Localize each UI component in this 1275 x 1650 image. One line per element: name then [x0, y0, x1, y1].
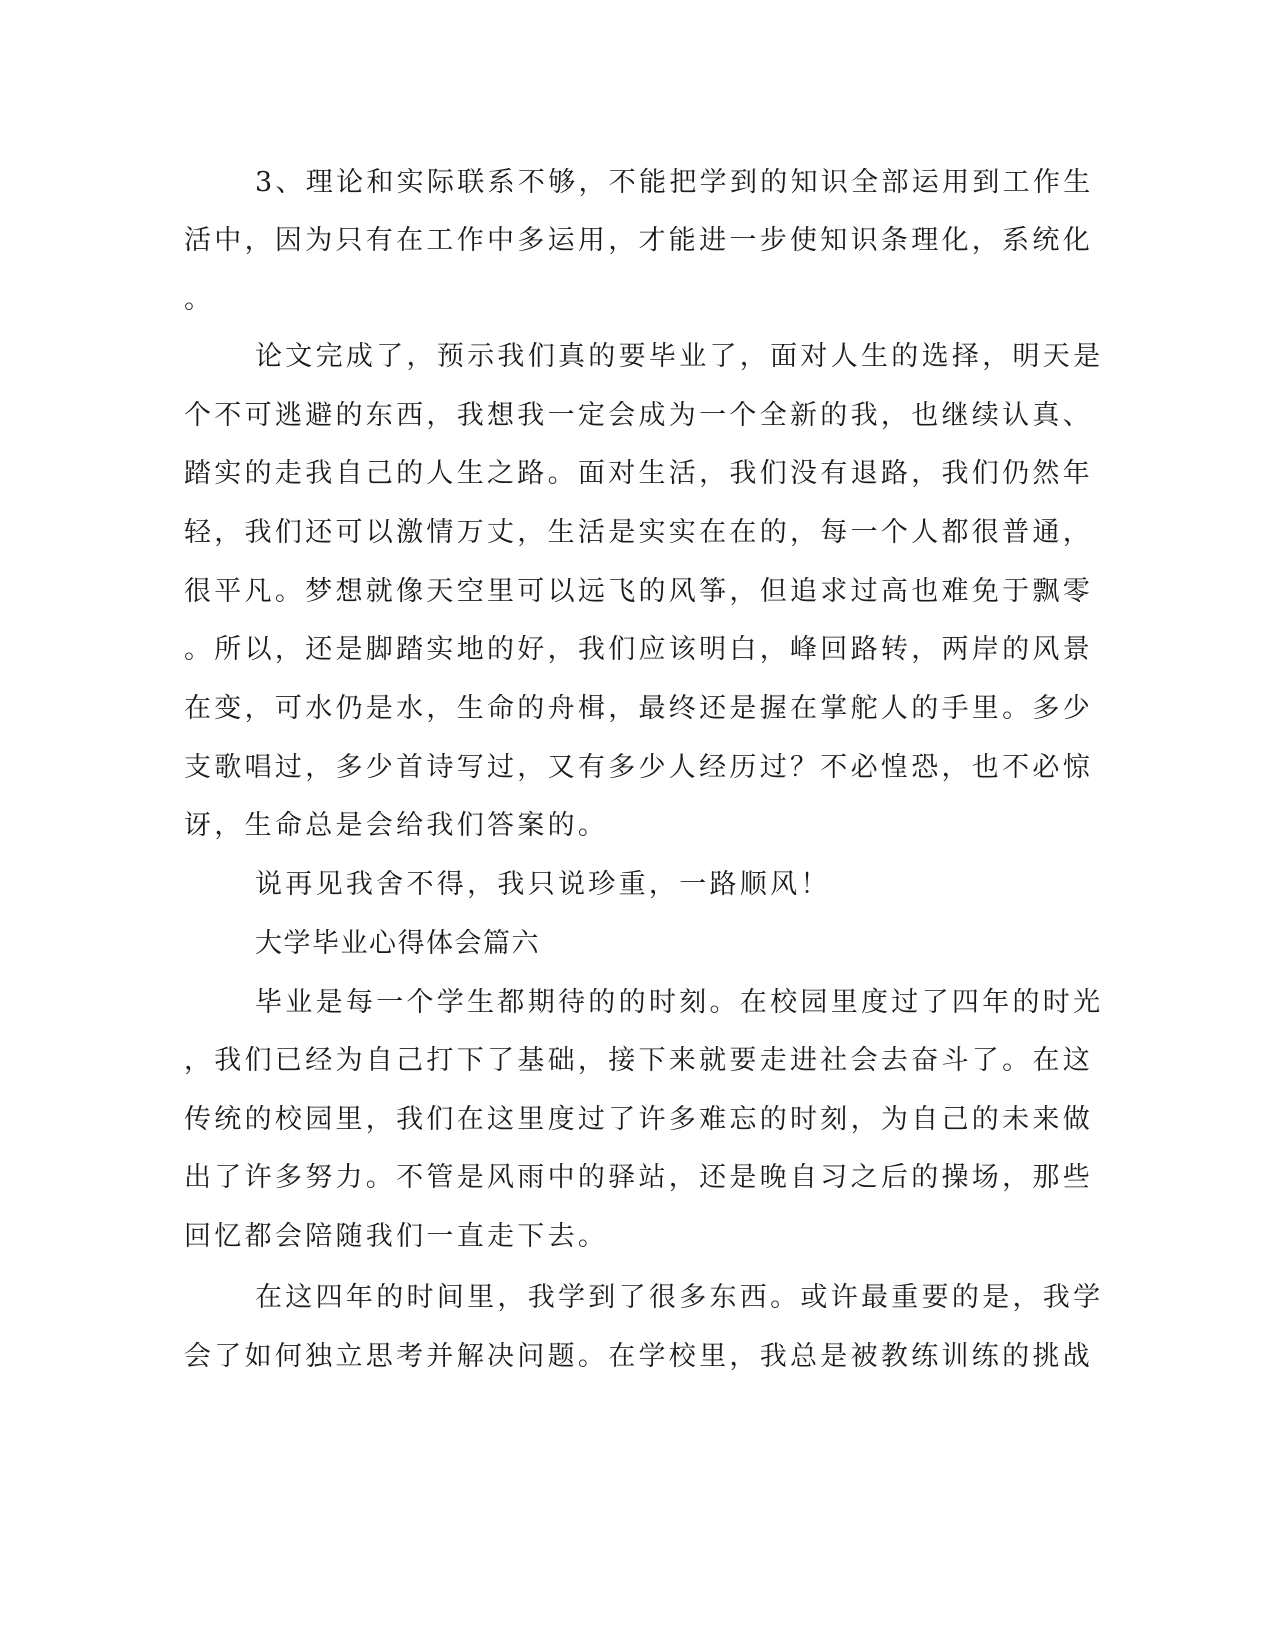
text-line: 支歌唱过，多少首诗写过，又有多少人经历过？不必惶恐，也不必惊: [184, 752, 1093, 783]
text-line: 毕业是每一个学生都期待的的时刻。在校园里度过了四年的时光: [255, 987, 1104, 1018]
text-line: 传统的校园里，我们在这里度过了许多难忘的时刻，为自己的未来做: [184, 1104, 1093, 1135]
text-line: 轻，我们还可以激情万丈，生活是实实在在的，每一个人都很普通，: [184, 517, 1093, 548]
text-line: 活中，因为只有在工作中多运用，才能进一步使知识条理化，系统化: [184, 225, 1093, 256]
section-heading: 大学毕业心得体会篇六: [255, 928, 540, 959]
text-line: 会了如何独立思考并解决问题。在学校里，我总是被教练训练的挑战: [184, 1341, 1093, 1372]
text-line: 说再见我舍不得，我只说珍重，一路顺风！: [255, 869, 831, 900]
text-line: 出了许多努力。不管是风雨中的驿站，还是晚自习之后的操场，那些: [184, 1162, 1093, 1193]
text-line: 回忆都会陪随我们一直走下去。: [184, 1221, 609, 1252]
text-line: 。所以，还是脚踏实地的好，我们应该明白，峰回路转，两岸的风景: [184, 634, 1093, 665]
text-line: 讶，生命总是会给我们答案的。: [184, 810, 609, 841]
text-line: 很平凡。梦想就像天空里可以远飞的风筝，但追求过高也难免于飘零: [184, 576, 1093, 607]
text-line: ，我们已经为自己打下了基础，接下来就要走进社会去奋斗了。在这: [184, 1045, 1093, 1076]
text-line: 。: [184, 284, 215, 315]
text-line: 论文完成了，预示我们真的要毕业了，面对人生的选择，明天是: [255, 341, 1104, 372]
text-line: 在变，可水仍是水，生命的舟楫，最终还是握在掌舵人的手里。多少: [184, 693, 1093, 724]
text-line: 在这四年的时间里，我学到了很多东西。或许最重要的是，我学: [255, 1282, 1104, 1313]
text-line: 个不可逃避的东西，我想我一定会成为一个全新的我，也继续认真、: [184, 400, 1093, 431]
text-line: 踏实的走我自己的人生之路。面对生活，我们没有退路，我们仍然年: [184, 458, 1093, 489]
text-line: 3、理论和实际联系不够，不能把学到的知识全部运用到工作生: [255, 167, 1094, 198]
